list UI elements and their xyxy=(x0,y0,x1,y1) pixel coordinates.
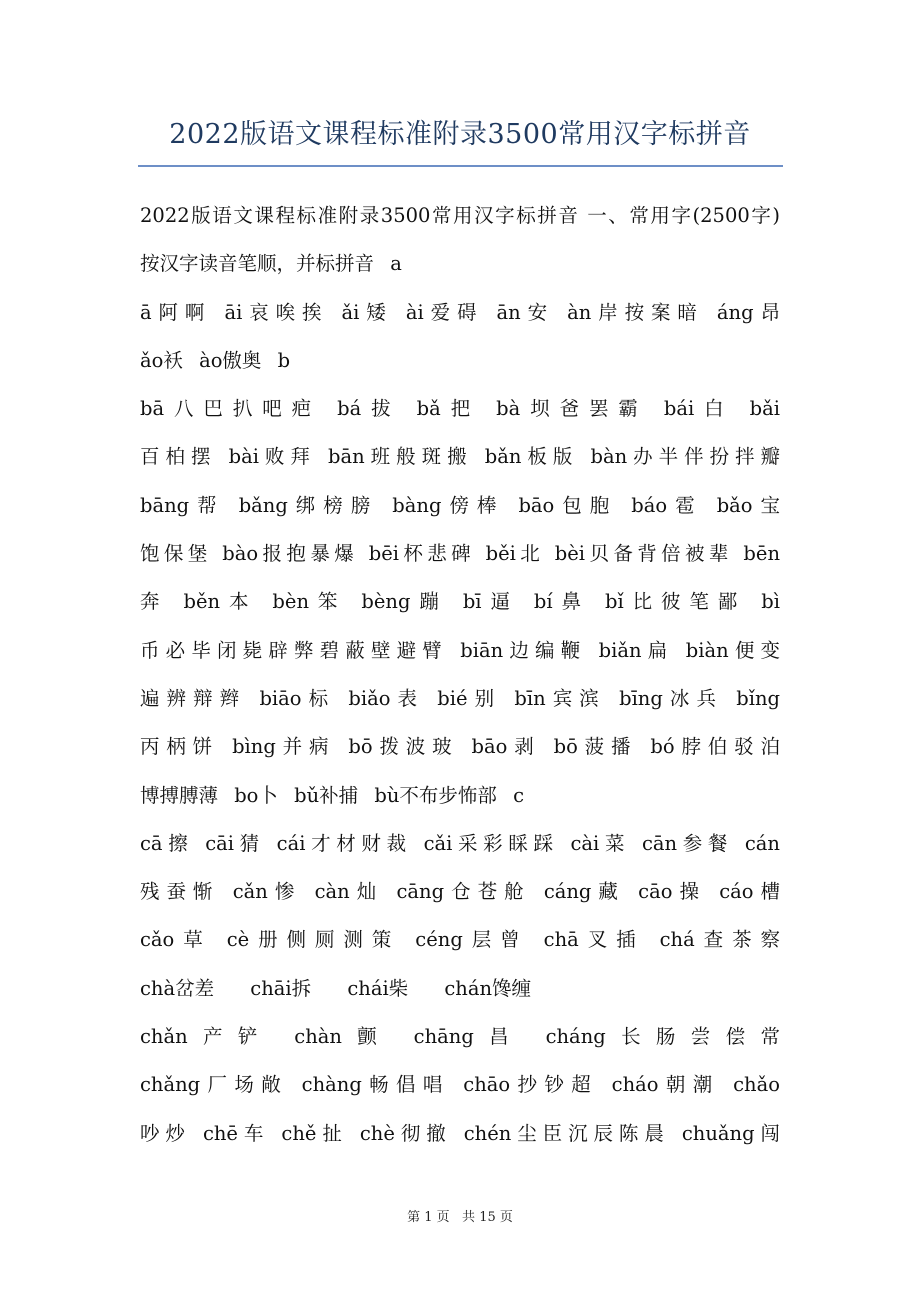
text-line: chà岔差 chāi拆 chái柴 chán馋缠 xyxy=(140,976,532,1000)
text-line: 博搏膊薄 bo卜 bǔ补捕 bù不布步怖部 c xyxy=(140,783,525,807)
text-line: 吵炒 chē车 chě扯 chè彻撤 chén尘臣沉辰陈晨 chuǎng闯 xyxy=(140,1121,780,1145)
title-divider xyxy=(138,165,783,167)
text-line: 百柏摆 bài败拜 bān班般斑搬 bǎn板版 bàn办半伴扮拌瓣 xyxy=(140,445,780,469)
text-line: 残蚕惭 cǎn惨 càn灿 cāng仓苍舱 cáng藏 cāo操 cáo槽 xyxy=(140,880,780,904)
text-line: 遍辨辩辫 biāo标 biǎo表 bié别 bīn宾滨 bīng冰兵 bǐng xyxy=(140,686,780,710)
text-line: bāng帮 bǎng绑榜膀 bàng傍棒 bāo包胞 báo雹 bǎo宝 xyxy=(140,493,780,517)
document-title: 2022版语文课程标准附录3500常用汉字标拼音 xyxy=(169,119,751,150)
text-line: ā阿啊 āi哀唉挨 ǎi矮 ài爱碍 ān安 àn岸按案暗 áng昂 xyxy=(140,300,780,324)
text-line: 奔 běn本 bèn笨 bèng蹦 bī逼 bí鼻 bǐ比彼笔鄙 bì xyxy=(140,590,780,614)
page-number: 第 1 页 共 15 页 xyxy=(407,1210,513,1225)
text-line: 饱保堡 bào报抱暴爆 bēi杯悲碑 běi北 bèi贝备背倍被辈 bēn xyxy=(140,542,780,566)
text-line: 币必毕闭毙辟弊碧蔽壁避臂 biān边编鞭 biǎn扁 biàn便变 xyxy=(140,638,780,662)
text-line: cā擦 cāi猜 cái才材财裁 cǎi采彩睬踩 cài菜 cān参餐 cán xyxy=(140,831,780,855)
text-line: cǎo草 cè册侧厕测策 céng层曾 chā叉插 chá查茶察 xyxy=(140,928,780,952)
document-body xyxy=(140,198,780,1164)
text-line: 2022版语文课程标准附录3500常用汉字标拼音 一、常用字(2500字) xyxy=(140,204,780,227)
text-line: ǎo袄 ào傲奥 b xyxy=(140,348,291,372)
text-line: bā八巴扒吧疤 bá拔 bǎ把 bà坝爸罢霸 bái白 bǎi xyxy=(140,397,780,421)
text-line: 丙柄饼 bìng并病 bō拨波玻 bāo剥 bō菠播 bó脖伯驳泊 xyxy=(140,735,780,759)
text-line: chǎng厂场敞 chàng畅倡唱 chāo抄钞超 cháo朝潮 chǎo xyxy=(140,1073,780,1097)
text-line: chǎn产铲 chàn颤 chāng昌 cháng长肠尝偿常 xyxy=(140,1025,780,1049)
text-line: 按汉字读音笔顺，并标拼音 a xyxy=(140,252,402,276)
